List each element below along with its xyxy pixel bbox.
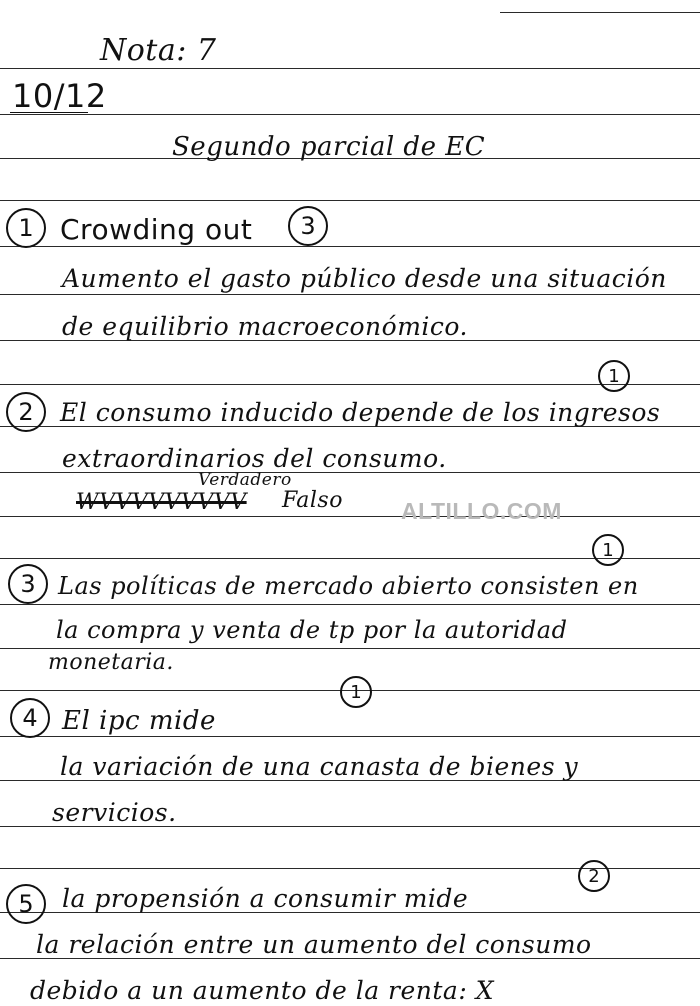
question-5-line-1: la propensión a consumir mide <box>62 884 469 913</box>
score-circle-1: 3 <box>288 206 328 246</box>
ruled-line <box>500 12 700 13</box>
answer-word: Falso <box>282 488 343 513</box>
question-2-line-2: extraordinarios del consumo. <box>62 444 447 473</box>
correction-word: Verdadero <box>198 470 292 490</box>
ruled-line <box>0 200 700 201</box>
question-number-5: 5 <box>6 884 46 924</box>
question-1-line-3: de equilibrio macroeconómico. <box>62 312 468 341</box>
question-number-1: 1 <box>6 208 46 248</box>
date: 10/12 <box>12 77 107 115</box>
ruled-line <box>0 294 700 295</box>
score-circle-4: 1 <box>340 676 372 708</box>
ruled-line <box>0 246 700 247</box>
question-3-line-1: Las políticas de mercado abierto consisten en <box>58 572 639 600</box>
question-3-line-3: monetaria. <box>48 650 174 675</box>
watermark: ALTILLO.COM <box>401 498 562 524</box>
question-number-4: 4 <box>10 698 50 738</box>
date-underline <box>10 112 88 113</box>
exam-title: Segundo parcial de EC <box>172 132 486 162</box>
question-number-3: 3 <box>8 564 48 604</box>
question-4-line-2: la variación de una canasta de bienes y <box>60 752 579 781</box>
question-4-line-3: servicios. <box>52 798 177 827</box>
question-3-line-2: la compra y venta de tp por la autoridad <box>56 616 568 644</box>
question-5-line-2: la relación entre un aumento del consumo <box>36 930 592 959</box>
question-2-line-1: El consumo inducido depende de los ingresos <box>60 398 661 427</box>
score-circle-5: 2 <box>578 860 610 892</box>
grade: Nota: 7 <box>100 33 217 68</box>
question-number-2: 2 <box>6 392 46 432</box>
score-circle-2: 1 <box>598 360 630 392</box>
ruled-line <box>0 736 700 737</box>
ruled-line <box>0 604 700 605</box>
question-5-line-3: debido a un aumento de la renta: X <box>30 976 495 1005</box>
question-4-line-1: El ipc mide <box>62 706 216 736</box>
scribbled-answer: WVVVVVVVVV <box>76 490 247 515</box>
question-1-line-2: Aumento el gasto público desde una situación <box>62 264 667 293</box>
score-circle-3: 1 <box>592 534 624 566</box>
ruled-line <box>0 384 700 385</box>
ruled-line <box>0 516 700 517</box>
ruled-line <box>0 648 700 649</box>
question-1-title: Crowding out <box>60 213 253 246</box>
ruled-line <box>0 68 700 69</box>
